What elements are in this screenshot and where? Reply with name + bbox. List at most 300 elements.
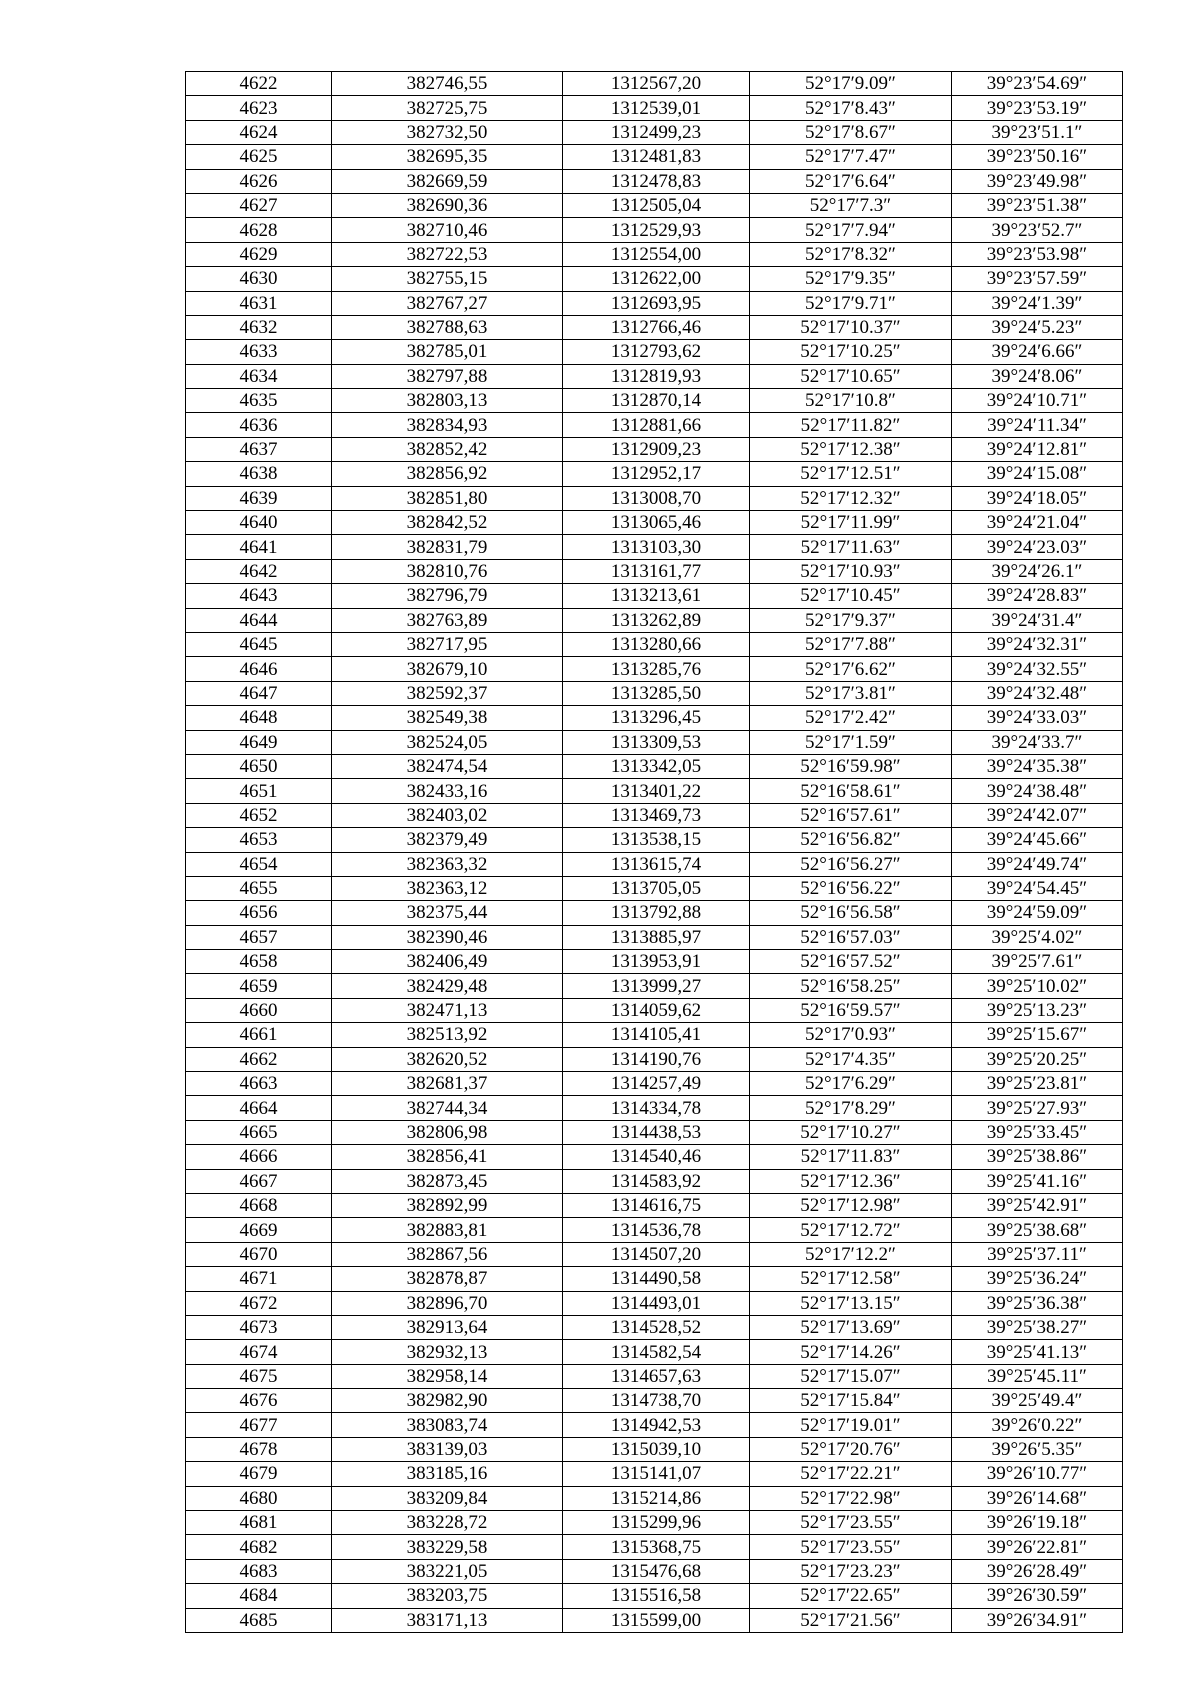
point-number-cell: 4655 xyxy=(186,876,332,900)
x-coordinate-cell: 382710,46 xyxy=(332,218,563,242)
latitude-cell: 52°17′10.45″ xyxy=(750,584,952,608)
longitude-cell: 39°26′5.35″ xyxy=(952,1437,1123,1461)
longitude-cell: 39°26′28.49″ xyxy=(952,1559,1123,1583)
y-coordinate-cell: 1315368,75 xyxy=(563,1535,750,1559)
y-coordinate-cell: 1315516,58 xyxy=(563,1584,750,1608)
longitude-cell: 39°23′57.59″ xyxy=(952,267,1123,291)
longitude-cell: 39°25′33.45″ xyxy=(952,1120,1123,1144)
x-coordinate-cell: 382717,95 xyxy=(332,632,563,656)
x-coordinate-cell: 383228,72 xyxy=(332,1511,563,1535)
table-row xyxy=(186,267,1123,291)
y-coordinate-cell: 1314616,75 xyxy=(563,1193,750,1217)
y-coordinate-cell: 1315299,96 xyxy=(563,1511,750,1535)
table-row xyxy=(186,1193,1123,1217)
longitude-cell: 39°24′8.06″ xyxy=(952,364,1123,388)
x-coordinate-cell: 382433,16 xyxy=(332,779,563,803)
x-coordinate-cell: 382732,50 xyxy=(332,120,563,144)
point-number-cell: 4646 xyxy=(186,657,332,681)
x-coordinate-cell: 382810,76 xyxy=(332,559,563,583)
y-coordinate-cell: 1314657,63 xyxy=(563,1364,750,1388)
x-coordinate-cell: 382796,79 xyxy=(332,584,563,608)
latitude-cell: 52°17′6.29″ xyxy=(750,1072,952,1096)
latitude-cell: 52°17′10.37″ xyxy=(750,315,952,339)
x-coordinate-cell: 383229,58 xyxy=(332,1535,563,1559)
latitude-cell: 52°17′12.51″ xyxy=(750,462,952,486)
y-coordinate-cell: 1313280,66 xyxy=(563,632,750,656)
y-coordinate-cell: 1313953,91 xyxy=(563,950,750,974)
table-row xyxy=(186,852,1123,876)
x-coordinate-cell: 382932,13 xyxy=(332,1340,563,1364)
longitude-cell: 39°24′23.03″ xyxy=(952,535,1123,559)
table-row xyxy=(186,559,1123,583)
latitude-cell: 52°17′11.63″ xyxy=(750,535,952,559)
longitude-cell: 39°25′41.13″ xyxy=(952,1340,1123,1364)
y-coordinate-cell: 1315476,68 xyxy=(563,1559,750,1583)
point-number-cell: 4656 xyxy=(186,901,332,925)
y-coordinate-cell: 1314334,78 xyxy=(563,1096,750,1120)
table-row xyxy=(186,1535,1123,1559)
point-number-cell: 4637 xyxy=(186,437,332,461)
y-coordinate-cell: 1314540,46 xyxy=(563,1145,750,1169)
point-number-cell: 4675 xyxy=(186,1364,332,1388)
x-coordinate-cell: 382722,53 xyxy=(332,242,563,266)
y-coordinate-cell: 1312819,93 xyxy=(563,364,750,388)
y-coordinate-cell: 1312693,95 xyxy=(563,291,750,315)
latitude-cell: 52°17′7.47″ xyxy=(750,145,952,169)
table-row xyxy=(186,315,1123,339)
x-coordinate-cell: 383203,75 xyxy=(332,1584,563,1608)
table-row xyxy=(186,1169,1123,1193)
point-number-cell: 4643 xyxy=(186,584,332,608)
longitude-cell: 39°24′59.09″ xyxy=(952,901,1123,925)
latitude-cell: 52°17′10.8″ xyxy=(750,389,952,413)
table-row xyxy=(186,608,1123,632)
table-row xyxy=(186,96,1123,120)
point-number-cell: 4657 xyxy=(186,925,332,949)
point-number-cell: 4623 xyxy=(186,96,332,120)
point-number-cell: 4626 xyxy=(186,169,332,193)
longitude-cell: 39°24′54.45″ xyxy=(952,876,1123,900)
x-coordinate-cell: 383185,16 xyxy=(332,1462,563,1486)
point-number-cell: 4650 xyxy=(186,754,332,778)
longitude-cell: 39°24′12.81″ xyxy=(952,437,1123,461)
table-row xyxy=(186,1437,1123,1461)
point-number-cell: 4627 xyxy=(186,193,332,217)
y-coordinate-cell: 1313065,46 xyxy=(563,511,750,535)
longitude-cell: 39°24′32.31″ xyxy=(952,632,1123,656)
point-number-cell: 4639 xyxy=(186,486,332,510)
latitude-cell: 52°17′8.32″ xyxy=(750,242,952,266)
table-row xyxy=(186,1291,1123,1315)
x-coordinate-cell: 382785,01 xyxy=(332,340,563,364)
point-number-cell: 4668 xyxy=(186,1193,332,1217)
table-row xyxy=(186,462,1123,486)
latitude-cell: 52°17′12.32″ xyxy=(750,486,952,510)
x-coordinate-cell: 382982,90 xyxy=(332,1389,563,1413)
table-row xyxy=(186,1120,1123,1144)
latitude-cell: 52°17′10.25″ xyxy=(750,340,952,364)
longitude-cell: 39°25′45.11″ xyxy=(952,1364,1123,1388)
x-coordinate-cell: 382695,35 xyxy=(332,145,563,169)
x-coordinate-cell: 382681,37 xyxy=(332,1072,563,1096)
latitude-cell: 52°17′12.58″ xyxy=(750,1267,952,1291)
y-coordinate-cell: 1312952,17 xyxy=(563,462,750,486)
latitude-cell: 52°16′56.58″ xyxy=(750,901,952,925)
table-row xyxy=(186,364,1123,388)
latitude-cell: 52°17′13.69″ xyxy=(750,1315,952,1339)
y-coordinate-cell: 1313342,05 xyxy=(563,754,750,778)
x-coordinate-cell: 382406,49 xyxy=(332,950,563,974)
longitude-cell: 39°23′50.16″ xyxy=(952,145,1123,169)
point-number-cell: 4676 xyxy=(186,1389,332,1413)
x-coordinate-cell: 382767,27 xyxy=(332,291,563,315)
longitude-cell: 39°24′33.7″ xyxy=(952,730,1123,754)
longitude-cell: 39°25′15.67″ xyxy=(952,1023,1123,1047)
point-number-cell: 4651 xyxy=(186,779,332,803)
latitude-cell: 52°17′9.71″ xyxy=(750,291,952,315)
table-row xyxy=(186,828,1123,852)
y-coordinate-cell: 1313469,73 xyxy=(563,803,750,827)
x-coordinate-cell: 382375,44 xyxy=(332,901,563,925)
latitude-cell: 52°17′23.55″ xyxy=(750,1511,952,1535)
y-coordinate-cell: 1313008,70 xyxy=(563,486,750,510)
y-coordinate-cell: 1314583,92 xyxy=(563,1169,750,1193)
y-coordinate-cell: 1315599,00 xyxy=(563,1608,750,1632)
y-coordinate-cell: 1313705,05 xyxy=(563,876,750,900)
y-coordinate-cell: 1313615,74 xyxy=(563,852,750,876)
point-number-cell: 4659 xyxy=(186,974,332,998)
point-number-cell: 4628 xyxy=(186,218,332,242)
table-row xyxy=(186,998,1123,1022)
y-coordinate-cell: 1314536,78 xyxy=(563,1218,750,1242)
latitude-cell: 52°17′10.27″ xyxy=(750,1120,952,1144)
table-row xyxy=(186,1218,1123,1242)
table-row xyxy=(186,1413,1123,1437)
x-coordinate-cell: 382379,49 xyxy=(332,828,563,852)
table-row xyxy=(186,1364,1123,1388)
y-coordinate-cell: 1313296,45 xyxy=(563,706,750,730)
y-coordinate-cell: 1312539,01 xyxy=(563,96,750,120)
y-coordinate-cell: 1314105,41 xyxy=(563,1023,750,1047)
point-number-cell: 4678 xyxy=(186,1437,332,1461)
longitude-cell: 39°23′54.69″ xyxy=(952,72,1123,96)
latitude-cell: 52°17′6.64″ xyxy=(750,169,952,193)
point-number-cell: 4649 xyxy=(186,730,332,754)
x-coordinate-cell: 382403,02 xyxy=(332,803,563,827)
longitude-cell: 39°24′6.66″ xyxy=(952,340,1123,364)
point-number-cell: 4652 xyxy=(186,803,332,827)
x-coordinate-cell: 383083,74 xyxy=(332,1413,563,1437)
y-coordinate-cell: 1313792,88 xyxy=(563,901,750,925)
x-coordinate-cell: 382803,13 xyxy=(332,389,563,413)
point-number-cell: 4644 xyxy=(186,608,332,632)
latitude-cell: 52°17′9.37″ xyxy=(750,608,952,632)
latitude-cell: 52°17′23.23″ xyxy=(750,1559,952,1583)
point-number-cell: 4629 xyxy=(186,242,332,266)
point-number-cell: 4624 xyxy=(186,120,332,144)
point-number-cell: 4661 xyxy=(186,1023,332,1047)
coordinates-table xyxy=(185,71,1123,1633)
longitude-cell: 39°23′51.1″ xyxy=(952,120,1123,144)
point-number-cell: 4633 xyxy=(186,340,332,364)
y-coordinate-cell: 1314438,53 xyxy=(563,1120,750,1144)
latitude-cell: 52°16′58.25″ xyxy=(750,974,952,998)
point-number-cell: 4685 xyxy=(186,1608,332,1632)
y-coordinate-cell: 1314528,52 xyxy=(563,1315,750,1339)
x-coordinate-cell: 382878,87 xyxy=(332,1267,563,1291)
table-row xyxy=(186,1462,1123,1486)
table-row xyxy=(186,218,1123,242)
longitude-cell: 39°25′4.02″ xyxy=(952,925,1123,949)
longitude-cell: 39°25′38.86″ xyxy=(952,1145,1123,1169)
latitude-cell: 52°17′19.01″ xyxy=(750,1413,952,1437)
longitude-cell: 39°24′31.4″ xyxy=(952,608,1123,632)
table-row xyxy=(186,413,1123,437)
x-coordinate-cell: 382592,37 xyxy=(332,681,563,705)
longitude-cell: 39°26′14.68″ xyxy=(952,1486,1123,1510)
point-number-cell: 4625 xyxy=(186,145,332,169)
longitude-cell: 39°25′49.4″ xyxy=(952,1389,1123,1413)
longitude-cell: 39°24′49.74″ xyxy=(952,852,1123,876)
y-coordinate-cell: 1312870,14 xyxy=(563,389,750,413)
x-coordinate-cell: 383221,05 xyxy=(332,1559,563,1583)
table-row xyxy=(186,1242,1123,1266)
latitude-cell: 52°17′4.35″ xyxy=(750,1047,952,1071)
latitude-cell: 52°17′0.93″ xyxy=(750,1023,952,1047)
table-row xyxy=(186,486,1123,510)
latitude-cell: 52°17′9.35″ xyxy=(750,267,952,291)
latitude-cell: 52°17′11.82″ xyxy=(750,413,952,437)
x-coordinate-cell: 382831,79 xyxy=(332,535,563,559)
point-number-cell: 4681 xyxy=(186,1511,332,1535)
longitude-cell: 39°25′20.25″ xyxy=(952,1047,1123,1071)
point-number-cell: 4645 xyxy=(186,632,332,656)
longitude-cell: 39°25′38.68″ xyxy=(952,1218,1123,1242)
y-coordinate-cell: 1313285,50 xyxy=(563,681,750,705)
latitude-cell: 52°17′7.94″ xyxy=(750,218,952,242)
y-coordinate-cell: 1314190,76 xyxy=(563,1047,750,1071)
latitude-cell: 52°17′12.2″ xyxy=(750,1242,952,1266)
longitude-cell: 39°23′53.19″ xyxy=(952,96,1123,120)
y-coordinate-cell: 1312793,62 xyxy=(563,340,750,364)
longitude-cell: 39°26′22.81″ xyxy=(952,1535,1123,1559)
latitude-cell: 52°17′6.62″ xyxy=(750,657,952,681)
point-number-cell: 4682 xyxy=(186,1535,332,1559)
x-coordinate-cell: 382873,45 xyxy=(332,1169,563,1193)
y-coordinate-cell: 1314490,58 xyxy=(563,1267,750,1291)
latitude-cell: 52°16′57.52″ xyxy=(750,950,952,974)
point-number-cell: 4660 xyxy=(186,998,332,1022)
longitude-cell: 39°25′7.61″ xyxy=(952,950,1123,974)
latitude-cell: 52°17′10.93″ xyxy=(750,559,952,583)
latitude-cell: 52°17′1.59″ xyxy=(750,730,952,754)
latitude-cell: 52°16′59.98″ xyxy=(750,754,952,778)
table-row xyxy=(186,169,1123,193)
x-coordinate-cell: 383171,13 xyxy=(332,1608,563,1632)
latitude-cell: 52°17′8.67″ xyxy=(750,120,952,144)
latitude-cell: 52°17′12.38″ xyxy=(750,437,952,461)
point-number-cell: 4670 xyxy=(186,1242,332,1266)
longitude-cell: 39°23′51.38″ xyxy=(952,193,1123,217)
table-row xyxy=(186,779,1123,803)
x-coordinate-cell: 382913,64 xyxy=(332,1315,563,1339)
y-coordinate-cell: 1313161,77 xyxy=(563,559,750,583)
y-coordinate-cell: 1314507,20 xyxy=(563,1242,750,1266)
point-number-cell: 4667 xyxy=(186,1169,332,1193)
x-coordinate-cell: 382788,63 xyxy=(332,315,563,339)
table-row xyxy=(186,1608,1123,1632)
x-coordinate-cell: 383209,84 xyxy=(332,1486,563,1510)
table-row xyxy=(186,1023,1123,1047)
point-number-cell: 4635 xyxy=(186,389,332,413)
latitude-cell: 52°16′56.27″ xyxy=(750,852,952,876)
table-row xyxy=(186,584,1123,608)
point-number-cell: 4630 xyxy=(186,267,332,291)
table-row xyxy=(186,1584,1123,1608)
table-row xyxy=(186,242,1123,266)
y-coordinate-cell: 1314493,01 xyxy=(563,1291,750,1315)
x-coordinate-cell: 382755,15 xyxy=(332,267,563,291)
table-row xyxy=(186,1389,1123,1413)
longitude-cell: 39°26′34.91″ xyxy=(952,1608,1123,1632)
x-coordinate-cell: 382867,56 xyxy=(332,1242,563,1266)
latitude-cell: 52°17′22.21″ xyxy=(750,1462,952,1486)
x-coordinate-cell: 383139,03 xyxy=(332,1437,563,1461)
table-row xyxy=(186,145,1123,169)
point-number-cell: 4662 xyxy=(186,1047,332,1071)
table-row xyxy=(186,730,1123,754)
table-row xyxy=(186,291,1123,315)
x-coordinate-cell: 382842,52 xyxy=(332,511,563,535)
x-coordinate-cell: 382669,59 xyxy=(332,169,563,193)
table-row xyxy=(186,1072,1123,1096)
x-coordinate-cell: 382620,52 xyxy=(332,1047,563,1071)
latitude-cell: 52°16′56.82″ xyxy=(750,828,952,852)
table-row xyxy=(186,1096,1123,1120)
table-row xyxy=(186,657,1123,681)
longitude-cell: 39°24′32.55″ xyxy=(952,657,1123,681)
y-coordinate-cell: 1312478,83 xyxy=(563,169,750,193)
point-number-cell: 4647 xyxy=(186,681,332,705)
point-number-cell: 4653 xyxy=(186,828,332,852)
point-number-cell: 4665 xyxy=(186,1120,332,1144)
y-coordinate-cell: 1312567,20 xyxy=(563,72,750,96)
longitude-cell: 39°24′1.39″ xyxy=(952,291,1123,315)
table-row xyxy=(186,925,1123,949)
longitude-cell: 39°25′37.11″ xyxy=(952,1242,1123,1266)
latitude-cell: 52°17′21.56″ xyxy=(750,1608,952,1632)
x-coordinate-cell: 382856,92 xyxy=(332,462,563,486)
table-row xyxy=(186,389,1123,413)
longitude-cell: 39°24′15.08″ xyxy=(952,462,1123,486)
table-row xyxy=(186,120,1123,144)
table-row xyxy=(186,1340,1123,1364)
latitude-cell: 52°17′7.3″ xyxy=(750,193,952,217)
longitude-cell: 39°24′28.83″ xyxy=(952,584,1123,608)
y-coordinate-cell: 1313262,89 xyxy=(563,608,750,632)
latitude-cell: 52°17′2.42″ xyxy=(750,706,952,730)
longitude-cell: 39°25′23.81″ xyxy=(952,1072,1123,1096)
point-number-cell: 4679 xyxy=(186,1462,332,1486)
y-coordinate-cell: 1314582,54 xyxy=(563,1340,750,1364)
y-coordinate-cell: 1313538,15 xyxy=(563,828,750,852)
table-row xyxy=(186,1145,1123,1169)
point-number-cell: 4666 xyxy=(186,1145,332,1169)
x-coordinate-cell: 382806,98 xyxy=(332,1120,563,1144)
table-row xyxy=(186,754,1123,778)
longitude-cell: 39°26′30.59″ xyxy=(952,1584,1123,1608)
x-coordinate-cell: 382363,12 xyxy=(332,876,563,900)
latitude-cell: 52°16′58.61″ xyxy=(750,779,952,803)
longitude-cell: 39°23′53.98″ xyxy=(952,242,1123,266)
point-number-cell: 4658 xyxy=(186,950,332,974)
longitude-cell: 39°26′19.18″ xyxy=(952,1511,1123,1535)
table-row xyxy=(186,1047,1123,1071)
y-coordinate-cell: 1312481,83 xyxy=(563,145,750,169)
latitude-cell: 52°17′23.55″ xyxy=(750,1535,952,1559)
y-coordinate-cell: 1315039,10 xyxy=(563,1437,750,1461)
latitude-cell: 52°17′22.65″ xyxy=(750,1584,952,1608)
latitude-cell: 52°17′9.09″ xyxy=(750,72,952,96)
x-coordinate-cell: 382390,46 xyxy=(332,925,563,949)
longitude-cell: 39°24′42.07″ xyxy=(952,803,1123,827)
y-coordinate-cell: 1312505,04 xyxy=(563,193,750,217)
point-number-cell: 4641 xyxy=(186,535,332,559)
longitude-cell: 39°24′32.48″ xyxy=(952,681,1123,705)
point-number-cell: 4632 xyxy=(186,315,332,339)
x-coordinate-cell: 382892,99 xyxy=(332,1193,563,1217)
latitude-cell: 52°17′14.26″ xyxy=(750,1340,952,1364)
table-row xyxy=(186,974,1123,998)
x-coordinate-cell: 382746,55 xyxy=(332,72,563,96)
y-coordinate-cell: 1313999,27 xyxy=(563,974,750,998)
x-coordinate-cell: 382474,54 xyxy=(332,754,563,778)
latitude-cell: 52°16′59.57″ xyxy=(750,998,952,1022)
point-number-cell: 4669 xyxy=(186,1218,332,1242)
y-coordinate-cell: 1313103,30 xyxy=(563,535,750,559)
point-number-cell: 4674 xyxy=(186,1340,332,1364)
x-coordinate-cell: 382958,14 xyxy=(332,1364,563,1388)
table-row xyxy=(186,632,1123,656)
latitude-cell: 52°16′57.03″ xyxy=(750,925,952,949)
y-coordinate-cell: 1313285,76 xyxy=(563,657,750,681)
table-row xyxy=(186,511,1123,535)
x-coordinate-cell: 382856,41 xyxy=(332,1145,563,1169)
point-number-cell: 4654 xyxy=(186,852,332,876)
x-coordinate-cell: 382763,89 xyxy=(332,608,563,632)
longitude-cell: 39°24′10.71″ xyxy=(952,389,1123,413)
y-coordinate-cell: 1313885,97 xyxy=(563,925,750,949)
point-number-cell: 4648 xyxy=(186,706,332,730)
x-coordinate-cell: 382429,48 xyxy=(332,974,563,998)
x-coordinate-cell: 382725,75 xyxy=(332,96,563,120)
point-number-cell: 4663 xyxy=(186,1072,332,1096)
x-coordinate-cell: 382744,34 xyxy=(332,1096,563,1120)
y-coordinate-cell: 1312881,66 xyxy=(563,413,750,437)
table-row xyxy=(186,72,1123,96)
longitude-cell: 39°24′35.38″ xyxy=(952,754,1123,778)
point-number-cell: 4680 xyxy=(186,1486,332,1510)
latitude-cell: 52°16′57.61″ xyxy=(750,803,952,827)
point-number-cell: 4638 xyxy=(186,462,332,486)
latitude-cell: 52°17′8.29″ xyxy=(750,1096,952,1120)
x-coordinate-cell: 382690,36 xyxy=(332,193,563,217)
y-coordinate-cell: 1314059,62 xyxy=(563,998,750,1022)
table-row xyxy=(186,1315,1123,1339)
longitude-cell: 39°24′45.66″ xyxy=(952,828,1123,852)
latitude-cell: 52°17′7.88″ xyxy=(750,632,952,656)
longitude-cell: 39°24′33.03″ xyxy=(952,706,1123,730)
